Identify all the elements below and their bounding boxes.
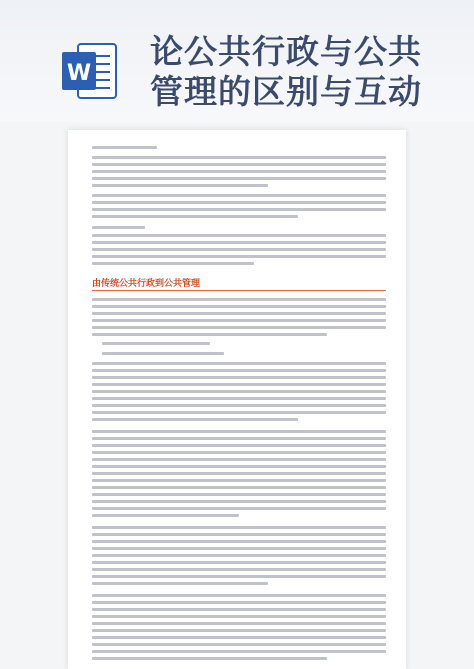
text-line [92, 437, 386, 440]
text-line [92, 376, 386, 379]
text-line [92, 369, 386, 372]
text-line [92, 262, 254, 265]
text-line [92, 404, 386, 407]
text-line [92, 170, 386, 173]
text-line [92, 458, 386, 461]
text-line [92, 615, 386, 618]
text-line [92, 486, 386, 489]
text-line [92, 601, 386, 604]
section-heading: 由传统公共行政到公共管理 [92, 279, 201, 289]
text-line [92, 215, 298, 218]
text-line [92, 390, 386, 393]
text-line [92, 629, 386, 632]
text-line [92, 451, 386, 454]
text-line [92, 194, 386, 197]
text-line [92, 305, 386, 308]
text-line [92, 146, 157, 149]
text-line [102, 352, 224, 355]
document-page [68, 130, 406, 669]
text-line [92, 298, 386, 301]
text-line [92, 575, 386, 578]
text-line [92, 622, 386, 625]
text-line [92, 163, 386, 166]
text-line [92, 234, 386, 237]
text-line [92, 582, 268, 585]
text-line [92, 383, 386, 386]
text-line [92, 514, 239, 517]
text-line [92, 184, 268, 187]
text-line [92, 397, 386, 400]
text-line [92, 594, 386, 597]
text-line [92, 444, 386, 447]
title-line-2: 管理的区别与互动 [150, 72, 422, 111]
text-line [92, 479, 386, 482]
text-line [102, 342, 210, 345]
text-line [92, 554, 386, 557]
text-line [92, 411, 386, 414]
text-line [92, 418, 298, 421]
text-line [92, 493, 386, 496]
text-line [92, 241, 386, 244]
text-line [92, 248, 386, 251]
text-line [92, 547, 386, 550]
text-line [92, 540, 386, 543]
text-line [92, 430, 386, 433]
text-line [92, 507, 386, 510]
text-line [92, 657, 327, 660]
text-line [92, 156, 386, 159]
text-line [92, 177, 386, 180]
text-line [92, 319, 386, 322]
svg-text:W: W [66, 61, 92, 86]
heading-rule [92, 290, 386, 291]
text-line [92, 333, 327, 336]
text-line [92, 201, 386, 204]
text-line [92, 561, 386, 564]
text-line [92, 312, 386, 315]
title-line-1: 论公共行政与公共 [150, 32, 422, 71]
text-line [92, 533, 386, 536]
text-line [92, 568, 386, 571]
text-line [92, 500, 386, 503]
text-line [92, 226, 145, 229]
text-line [92, 326, 386, 329]
text-line [92, 465, 386, 468]
text-line [92, 526, 386, 529]
text-line [92, 608, 386, 611]
word-document-icon [60, 40, 118, 102]
text-line [92, 643, 386, 646]
text-line [92, 650, 386, 653]
header-banner [0, 0, 474, 122]
text-line [92, 472, 386, 475]
text-line [92, 362, 386, 365]
text-line [92, 636, 386, 639]
text-line [92, 208, 386, 211]
title-block [150, 32, 450, 112]
text-line [92, 255, 386, 258]
